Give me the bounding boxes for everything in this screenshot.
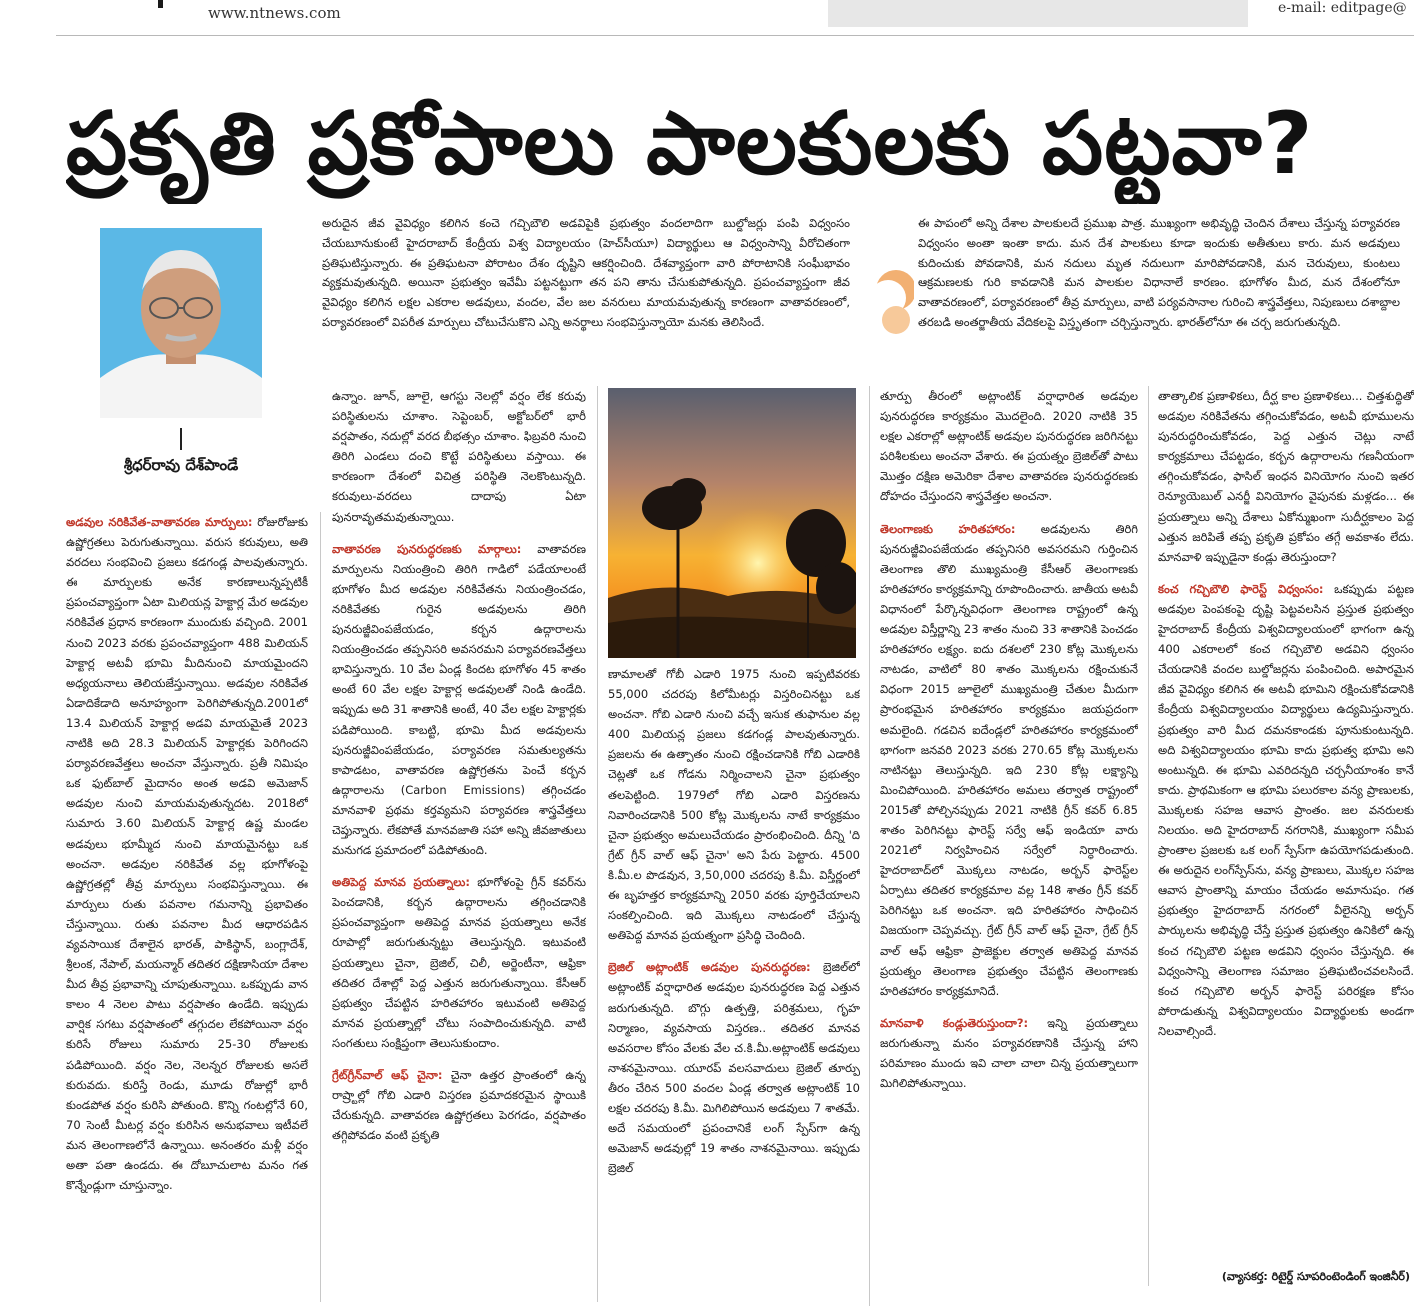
paragraph-text: వాతావరణ మార్పులను నియంత్రించి తిరిగి గాడిలో పడేయాలంటే భూగోళం మీద అడవుల నరికివేతను నియంత్రించడం, నరికివేతకు గురైన అడవులను తిరిగి పునరుజ్జీవింపజేయడం, కర్బన ఉద్గారాలను నియంత్రించడం తప్పనిసరి అవసరమని పర్యావరణవేత్తలు భావిస్తున్నారు. 10 వేల ఏండ్ల కిందట భూగోళం 45 శాతం అంటే 60 వేల లక్షల హెక్టార్ల అడవులతో నిండి ఉండేది. ఇప్పుడు అది 31 శాతానికి అంటే, 40 వేల లక్షల హెక్టార్లకు పడిపోయింది. కాబట్టి, భూమి మీద అడవులను పునరుజ్జీవింపజేయడం, పర్యావరణ సమతుల్యతను కాపాడటం, వాతావరణ ఉష్ణోగ్రతను పెంచే కర్బన ఉద్గారాలను (Carbon Emissions) తగ్గించడం మానవాళి ప్రథమ కర్తవ్యమని పర్యావరణ శాస్త్రవేత్తలు చెప్తున్నారు. లేకపోతే మానవజాతి సహా అన్ని జీవజాతులు మనుగడ ప్రమాదంలో పడిపోతుంది.	[332, 541, 586, 858]
paragraph-text: భూగోళంపై గ్రీన్‌ కవర్‌ను పెంచడానికి, కర్బన ఉద్గారాలను తగ్గించడానికి ప్రపంచవ్యాప్తంగా అతిపెద్ద మానవ ప్రయత్నాలు అనేక రూపాల్లో జరుగుతున్నట్టు తెలుస్తున్నది. ఇటువంటి ప్రయత్నాలు చైనా, బ్రెజిల్‌, చిలీ, అర్జెంటీనా, ఆఫ్రికా తదితర దేశాల్లో పెద్ద ఎత్తున జరుగుతున్నాయి. కేసీఆర్‌ ప్రభుత్వం చేపట్టిన హరితహారం ఇటువంటి అతిపెద్ద మానవ ప్రయత్నాల్లో చోటు సంపాదించుకున్నది. వాటి సంగతులు సంక్షిప్తంగా తెలుసుకుందాం.	[332, 875, 586, 1050]
intro-left: అరుదైన జీవ వైవిధ్యం కలిగిన కంచె గచ్చిబౌలి అడవిపైకి ప్రభుత్వం వందలాదిగా బుల్డోజర్లు పంపి విధ్వంసం చేయబూనుకుంటే హైదరాబాద్‌ కేంద్రీయ విశ్వ విద్యాలయం (హెచ్‌సీయూ) విద్యార్థులు ఆ విధ్వంసాన్ని వీరోచితంగా ప్రతిఘటిస్తున్నారు. ఈ ప్రతిఘటనా పోరాటం దేశం దృష్టిని ఆకర్షించింది. దేశవ్యాప్తంగా వారి పోరాటానికి సంఘీభావం వ్యక్తమవుతున్నది. అయినా ప్రభుత్వం ఇవేమీ పట్టనట్టుగా తన పని తాను చేసుకుపోతున్నది. ప్రపంచవ్యాప్తంగా జీవ వైవిధ్యం కలిగిన లక్షల ఎకరాల అడవులు, వందల, వేల జల వనరులు మాయమవుతున్న కారణంగా వాతావరణంలో, పర్యావరణంలో విపరీత మార్పులు చోటుచేసుకొని ఎన్ని అనర్థాలు సంభవిస్తున్నాయో మనకు తెలిసిందే.	[322, 216, 850, 329]
paragraph	[66, 512, 308, 1195]
masthead-tick	[158, 0, 163, 8]
article-column-3	[608, 664, 860, 1294]
article-column-5	[1158, 386, 1414, 1291]
author-name: శ్రీధర్‌రావు దేశ్‌పాండే	[123, 456, 239, 474]
author-portrait	[100, 228, 262, 418]
subhead: బ్రెజిల్‌ అట్లాంటిక్‌ అడవుల పునరుద్ధరణ:	[608, 960, 811, 975]
paragraph-text: తూర్పు తీరంలో అట్లాంటిక్‌ వర్షాధారిత అడవుల పునరుద్ధరణ కార్యక్రమం మొదలైంది. 2020 నాటికి 35 లక్షల ఎకరాల్లో అట్లాంటిక్‌ అడవుల పునరుద్ధరణ జరిగినట్టు పరిశీలకులు అంచనా వేశారు. ఈ ప్రయత్నం బ్రెజిల్‌తో పాటు మొత్తం దక్షిణ అమెరికా దేశాల వాతావరణ పునరుద్ధరణకు దోహదం చేస్తుందని శాస్త్రవేత్తల అంచనా.	[880, 389, 1138, 504]
edit-email[interactable]: e-mail: editpage@	[1278, 0, 1407, 16]
article-column-2	[332, 386, 586, 1292]
paragraph-text: అడవులను తిరిగి పునరుజ్జీవింపజేయడం తప్పనిసరి అవసరమని గుర్తించిన తెలంగాణ తొలి ముఖ్యమంత్రి కేసీఆర్‌ తెలంగాణకు హరితహారం కార్యక్రమాన్ని రూపొందించారు. జాతీయ అటవీ విధానంలో పేర్కొన్నవిధంగా తెలంగాణ రాష్ట్రంలో ఉన్న అడవుల విస్తీర్ణాన్ని 23 శాతం నుంచి 33 శాతానికి పెంచడం హరితహారం లక్ష్యం. ఐదు దశలలో 230 కోట్ల మొక్కలను నాటడం, వాటిలో 80 శాతం మొక్కలను రక్షించుకునే విధంగా 2015 జూలైలో ముఖ్యమంత్రి చేతుల మీదుగా ప్రారంభమైన హరితహారం కార్యక్రమం జయప్రదంగా అమలైంది. గడచిన ఐదేండ్లలో హరితహారం కార్యక్రమంలో భాగంగా జనవరి 2023 వరకు 270.65 కోట్ల మొక్కలను నాటినట్టు తెలుస్తున్నది. ఇది 230 కోట్ల లక్ష్యాన్ని మించిపోయింది. హరితహారం అమలు తర్వాత రాష్ట్రంలో 2015తో పోల్చినప్పుడు 2021 నాటికి గ్రీన్‌ కవర్‌ 6.85 శాతం పెరిగినట్టు ఫారెస్ట్‌ సర్వే ఆఫ్‌ ఇండియా వారు 2021లో నిర్వహించిన సర్వేలో నిర్ధారించారు. హైదరాబాద్‌లో మొక్కలు నాటడం, అర్బన్‌ ఫారెస్ట్‌ల ఏర్పాటు తదితర కార్యక్రమాల వల్ల 148 శాతం గ్రీన్‌ కవర్‌ పెరిగినట్టు ఒక అంచనా. ఇది హరితహారం సాధించిన విజయంగా చెప్పవచ్చు. గ్రేట్‌ గ్రీన్‌ వాల్‌ ఆఫ్‌ చైనా, గ్రేట్‌ గ్రీన్‌ వాల్‌ ఆఫ్‌ ఆఫ్రికా ప్రాజెక్టుల తర్వాత అతిపెద్ద మానవ ప్రయత్నం తెలంగాణ ప్రభుత్వం చేపట్టిన తెలంగాణకు హరితహారం కార్యక్రమానిదే.	[880, 521, 1138, 998]
column-divider	[597, 386, 598, 1302]
paragraph-text: తాత్కాలిక ప్రణాళికలు, దీర్ఘ కాల ప్రణాళికలు... చిత్తశుద్ధితో అడవుల నరికివేతను తగ్గించుకోవడం, అటవీ భూములను పునరుద్ధరించుకోవడం, పెద్ద ఎత్తున చెట్లు నాటే కార్యక్రమాలు చేపట్టడం, కర్బన ఉద్గారాలను గణనీయంగా తగ్గించుకోవడం, ఫాసిల్‌ ఇంధన వినియోగం నుంచి ఇతర రెన్యూయెబుల్‌ ఎనర్జీ వినియోగం వైపునకు మళ్లడం... ఈ ప్రయత్నాలు అన్ని దేశాలు ఏకోన్ముఖంగా సుదీర్ఘకాలం పెద్ద ఎత్తున జరిపితే తప్ప ప్రకృతి ప్రకోపం తగ్గే అవకాశం లేదు. మానవాళి ఇప్పుడైనా కండ్లు తెరుస్తుందా?	[1158, 389, 1414, 564]
article-headline: ప్రకృతి ప్రకోపాలు పాలకులకు పట్టవా?	[66, 94, 1314, 194]
paragraph-text: ణామాలతో గోబీ ఎడారి 1975 నుంచి ఇప్పటివరకు 55,000 చదరపు కిలోమీటర్లు విస్తరించినట్టు ఒక అంచనా. గోబి ఎడారి నుంచి వచ్చే ఇసుక తుఫానుల వల్ల 400 మిలియన్ల ప్రజలు కడగండ్ల పాలవుతున్నారు. ప్రజలను ఈ ఉత్పాతం నుంచి రక్షించడానికి గోబి ఎడారికి చెట్లతో ఒక గోడను నిర్మించాలని చైనా ప్రభుత్వం తలపెట్టింది. 1979లో గోబి ఎడారి విస్తరణను నివారించడానికి 500 కోట్ల మొక్కలను నాటే కార్యక్రమం చైనా ప్రభుత్వం అమలుచేయడం ప్రారంభించింది. దీన్ని 'ది గ్రేట్‌ గ్రీన్‌ వాల్‌ ఆఫ్‌ చైనా' అని పేరు పెట్టారు. 4500 కి.మీ.ల పొడవున, 3,50,000 చదరపు కి.మీ. విస్తీర్ణంలో ఈ బృహత్తర కార్యక్రమాన్ని 2050 వరకు పూర్తిచేయాలని సంకల్పించింది. ఇది మొక్కలు నాటడంలో చేస్తున్న అతిపెద్ద మానవ ప్రయత్నంగా ప్రసిద్ధి చెందింది.	[608, 667, 860, 943]
paragraph	[880, 386, 1138, 507]
paragraph	[608, 957, 860, 1178]
sunset-photo	[608, 388, 856, 658]
paragraph	[608, 664, 860, 945]
paragraph-text: ఒకప్పుడు పట్టణ అడవుల పెంపకంపై దృష్టి పెట్టవలసిన ప్రస్తుత ప్రభుత్వం హైదరాబాద్‌ కేంద్రీయ విశ్వవిద్యాలయంలో భాగంగా ఉన్న 400 ఎకరాలలో కంచ గచ్చిబౌలి అడవిని ధ్వంసం చేయడానికి వందల బుల్డోజర్లను పంపించింది. అపారమైన జీవ వైవిధ్యం కలిగిన ఈ అటవీ భూమిని రక్షించుకోవడానికి కేంద్రీయ విశ్వవిద్యాలయం విద్యార్థులు ఉద్యమిస్తున్నారు. ప్రభుత్వం వారి మీద దమనకాండకు పూనుకుంటున్నది. అది విశ్వవిద్యాలయం భూమి కాదు ప్రభుత్వ భూమి అని అంటున్నది. ఈ భూమి ఎవరిదన్నది చర్చనీయాంశం కానే కాదు. ప్రాథమికంగా ఆ భూమి పలురకాల వన్య ప్రాణులకు, మొక్కలకు సహజ ఆవాస ప్రాంతం. జల వనరులకు నిలయం. అది హైదరాబాద్‌ నగరానికి, ముఖ్యంగా సమీప ప్రాంతాల ప్రజలకు ఒక లంగ్‌ స్పేస్‌గా ఉపయోగపడుతుంది. ఈ అరుదైన లంగ్‌స్పేస్‌ను, వన్య ప్రాణులు, మొక్కల సహజ ఆవాస ప్రాంతాన్ని మాయం చేయడం అమానుషం. గత ప్రభుత్వం హైదరాబాద్‌ నగరంలో వీలైనన్ని అర్బన్‌ పార్కులను అభివృద్ధి చేస్తే ప్రస్తుత ప్రభుత్వం ఉనికిలో ఉన్న కంచ గచ్చిబౌలి పట్టణ అడవిని ధ్వంసం చేస్తున్నది. ఈ విధ్వంసాన్ని తెలంగాణ సమాజం ప్రతిఘటించవలసిందే. కంచ గచ్చిబౌలి అర్బన్‌ ఫారెస్ట్‌ పరిరక్షణ కోసం పోరాడుతున్న విశ్వవిద్యాలయం విద్యార్థులకు అండగా నిలవాల్సిందే.	[1158, 581, 1414, 1038]
paragraph	[1158, 386, 1414, 567]
subhead: కంచ గచ్చిబౌలి ఫారెస్ట్‌ విధ్వంసం:	[1158, 581, 1324, 596]
article-column-4	[880, 386, 1138, 1306]
author-credit: (వ్యాసకర్త: రిటైర్డ్‌ సూపరింటెండింగ్‌ ఇంజినీర్‌)	[1221, 1270, 1410, 1283]
subhead: మానవాళి కండ్లుతెరుస్తుందా?:	[880, 1015, 1029, 1030]
paragraph-text: ఇన్ని ప్రయత్నాలు జరుగుతున్నా మనం పర్యావరణానికి చేస్తున్న హాని పరిమాణం ముందు ఇవి చాలా చాలా చిన్న ప్రయత్నాలుగా మిగిలిపోతున్నాయి.	[880, 1015, 1138, 1091]
paragraph-text: చైనా ఉత్తర ప్రాంతంలో ఉన్న రాష్ర్టాల్లో గోబి ఎడారి విస్తరణ ప్రమాదకరమైన స్థాయికి చేరుకున్నది. వాతావరణ ఉష్ణోగ్రతలు పెరగడం, వర్షపాతం తగ్గిపోవడం వంటి ప్రకృతి	[332, 1068, 586, 1143]
subhead: తెలంగాణకు హరితహారం:	[880, 521, 1016, 536]
intro-right: ఈ పాపంలో అన్ని దేశాల పాలకులదే ప్రముఖ పాత్ర. ముఖ్యంగా అభివృద్ధి చెందిన దేశాలు చేస్తున్న పర్యావరణ విధ్వంసం అంతా ఇంతా కాదు. మన దేశ పాలకులు కూడా ఇందుకు అతీతులు కారు. మన అడవులు కుదించుకు పోవడానికి, మన నదులు మృత నదులుగా మారిపోవడానికి, మన చెరువులు, కుంటలు ఆక్రమణలకు గురి కావడానికి మన పాలకుల విధానాలే కారణం. భూగోళం మీద, మన దేశంలోనూ వాతావరణంలో, పర్యావరణంలో తీవ్ర మార్పులు, వాటి పర్యవసానాల గురించి శాస్త్రవేత్తలు, నిపుణులు దశాబ్దాల తరబడి అంతర్జాతీయ వేదికలపై విస్తృతంగా చర్చిస్తున్నారు. భారత్‌లోనూ ఈ చర్చ జరుగుతున్నది.	[918, 216, 1400, 329]
paragraph	[332, 1065, 586, 1145]
subhead: అడవుల నరికివేత-వాతావరణ మార్పులు:	[66, 515, 253, 529]
paragraph	[880, 1013, 1138, 1093]
subhead: వాతావరణ పునరుద్ధరణకు మార్గాలు:	[332, 541, 522, 556]
paragraph-text: రోజురోజుకు ఉష్ణోగ్రతలు పెరుగుతున్నాయి. వరుస కరువులు, అతి వరదలు సంభవించి ప్రజలు కడగండ్ల పాలవుతున్నారు. ఈ మార్పులకు అనేక కారణాలున్నప్పటికీ ప్రపంచవ్యాప్తంగా ఏటా మిలియన్ల హెక్టార్ల మేర అడవుల నరికివేత ప్రధాన కారణంగా ముందుకు వచ్చింది. 2001 నుంచి 2023 వరకు ప్రపంచవ్యాప్తంగా 488 మిలియన్‌ హెక్టార్ల అటవీ భూమి మీదినుంచి మాయమైందని అధ్యయనాలు తెలియజేస్తున్నాయి. అడవుల నరికివేత ఏడాదికేడాది అనూహ్యంగా పెరిగిపోతున్నది.2001లో 13.4 మిలియన్‌ హెక్టార్ల అడవి మాయమైతే 2023 నాటికి అది 28.3 మిలియన్‌ హెక్టార్లకు పెరిగిందని పర్యావరణవేత్తలు అంచనా వేస్తున్నారు. ప్రతీ నిమిషం ఒక ఫుట్‌బాల్‌ మైదానం అంత అడవి అమెజాన్‌ అడవుల నుంచి మాయమవుతున్నదట. 2018లో సుమారు 3.60 మిలియన్‌ హెక్టార్ల ఉష్ణ మండల అడవులు భూమ్మీద నుంచి మాయమైనట్టు ఒక అంచనా. అడవుల నరికివేత వల్ల భూగోళంపై ఉష్ణోగ్రతల్లో తీవ్ర మార్పులు సంభవిస్తున్నాయి. ఈ మార్పులు రుతు పవనాల గమనాన్ని ప్రభావితం చేస్తున్నాయి. రుతు పవనాల మీద ఆధారపడిన వ్యవసాయిక దేశాలైన భారత్‌, పాకిస్థాన్‌, బంగ్లాదేశ్‌, శ్రీలంక, నేపాల్‌, మయన్మార్‌ తదితర దక్షిణాసియా దేశాల మీద తీవ్ర ప్రభావాన్ని చూపుతున్నాయి. ఒకప్పుడు వాన కాలం 4 నెలల పాటు వర్షపాతం ఉండేది. ఇప్పుడు వార్షిక సగటు వర్షపాతంలో తగ్గుదల లేకపోయినా వర్షం కురిసే రోజులు సుమారు 25-30 రోజులకు పడిపోయింది. వర్షం నెల, నెలన్నర రోజులకు అసలే కురువదు. కురిస్తే రెండు, మూడు రోజుల్లో భారీ కుండపోత వర్షం కురిసి పోతుంది. కొన్ని గంటల్లోనే 60, 70 సెంటీ మీటర్ల వర్షం కురిసిన అనుభవాలు ఇటీవలే మన తెలంగాణలోనే ఉన్నాయి. అనంతరం మళ్లీ వర్షం అతా పతా ఉండదు. ఈ దోబూచులాట మనం గత కొన్నేండ్లుగా చూస్తున్నాం.	[66, 515, 308, 1193]
column-divider	[869, 386, 870, 1306]
subhead: అతిపెద్ద మానవ ప్రయత్నాలు:	[332, 875, 470, 890]
paragraph	[332, 872, 586, 1053]
byline-rule	[180, 428, 182, 450]
column-divider	[320, 512, 321, 1302]
masthead-strip	[56, 0, 1414, 36]
masthead-shade	[828, 0, 1248, 27]
paragraph	[332, 386, 586, 527]
paragraph-text: ఉన్నాం. జూన్‌, జూలై, ఆగస్టు నెలల్లో వర్షం లేక కరువు పరిస్థితులను చూశాం. సెప్టెంబర్‌, అక్టోబర్‌లో భారీ వర్షపాతం, నదుల్లో వరద బీభత్సం చూశాం. ఫిబ్రవరి నుంచి తిరిగి ఎండలు దంచి కొట్టే పరిస్థితులు వస్తాయి. ఈ కారణంగా దేశంలో విచిత్ర పరిస్థితి నెలకొంటున్నది. కరువులు-వరదలు దాదాపు ఏటా పునరావృతమవుతున్నాయి.	[332, 389, 586, 524]
accent-icon	[862, 262, 914, 342]
paragraph-text: బ్రెజిల్‌లో అట్లాంటిక్‌ వర్షాధారిత అడవుల పునరుద్ధరణ పెద్ద ఎత్తున జరుగుతున్నది. బొగ్గు ఉత్పత్తి, పరిశ్రమలు, గృహ నిర్మాణం, వ్యవసాయ విస్తరణ.. తదితర మానవ అవసరాల కోసం వేలకు వేల చ.కి.మీ.అట్లాంటిక్‌ అడవులు నాశనమైనాయి. యూరప్‌ వలసవాదులు బ్రెజిల్‌ తూర్పు తీరం చేరిన 500 వందల ఏండ్ల తర్వాత అట్లాంటిక్‌ 10 లక్షల చదరపు కి.మీ. మిగిలిపోయిన అడవులు 7 శాతమే. అదే సమయంలో ప్రపంచానికే లంగ్‌ స్పేస్‌గా ఉన్న అమెజాన్‌ అడవుల్లో 19 శాతం నాశనమైనాయి. ఇప్పుడు బ్రెజిల్‌	[608, 960, 860, 1176]
paragraph	[332, 539, 586, 861]
paragraph	[1158, 579, 1414, 1041]
paragraph	[880, 519, 1138, 1001]
column-divider	[1148, 386, 1149, 1286]
subhead: గ్రేట్‌గ్రీన్‌వాల్‌ ఆఫ్‌ చైనా:	[332, 1068, 443, 1082]
site-url[interactable]: www.ntnews.com	[208, 4, 341, 22]
article-column-1	[66, 512, 308, 1292]
